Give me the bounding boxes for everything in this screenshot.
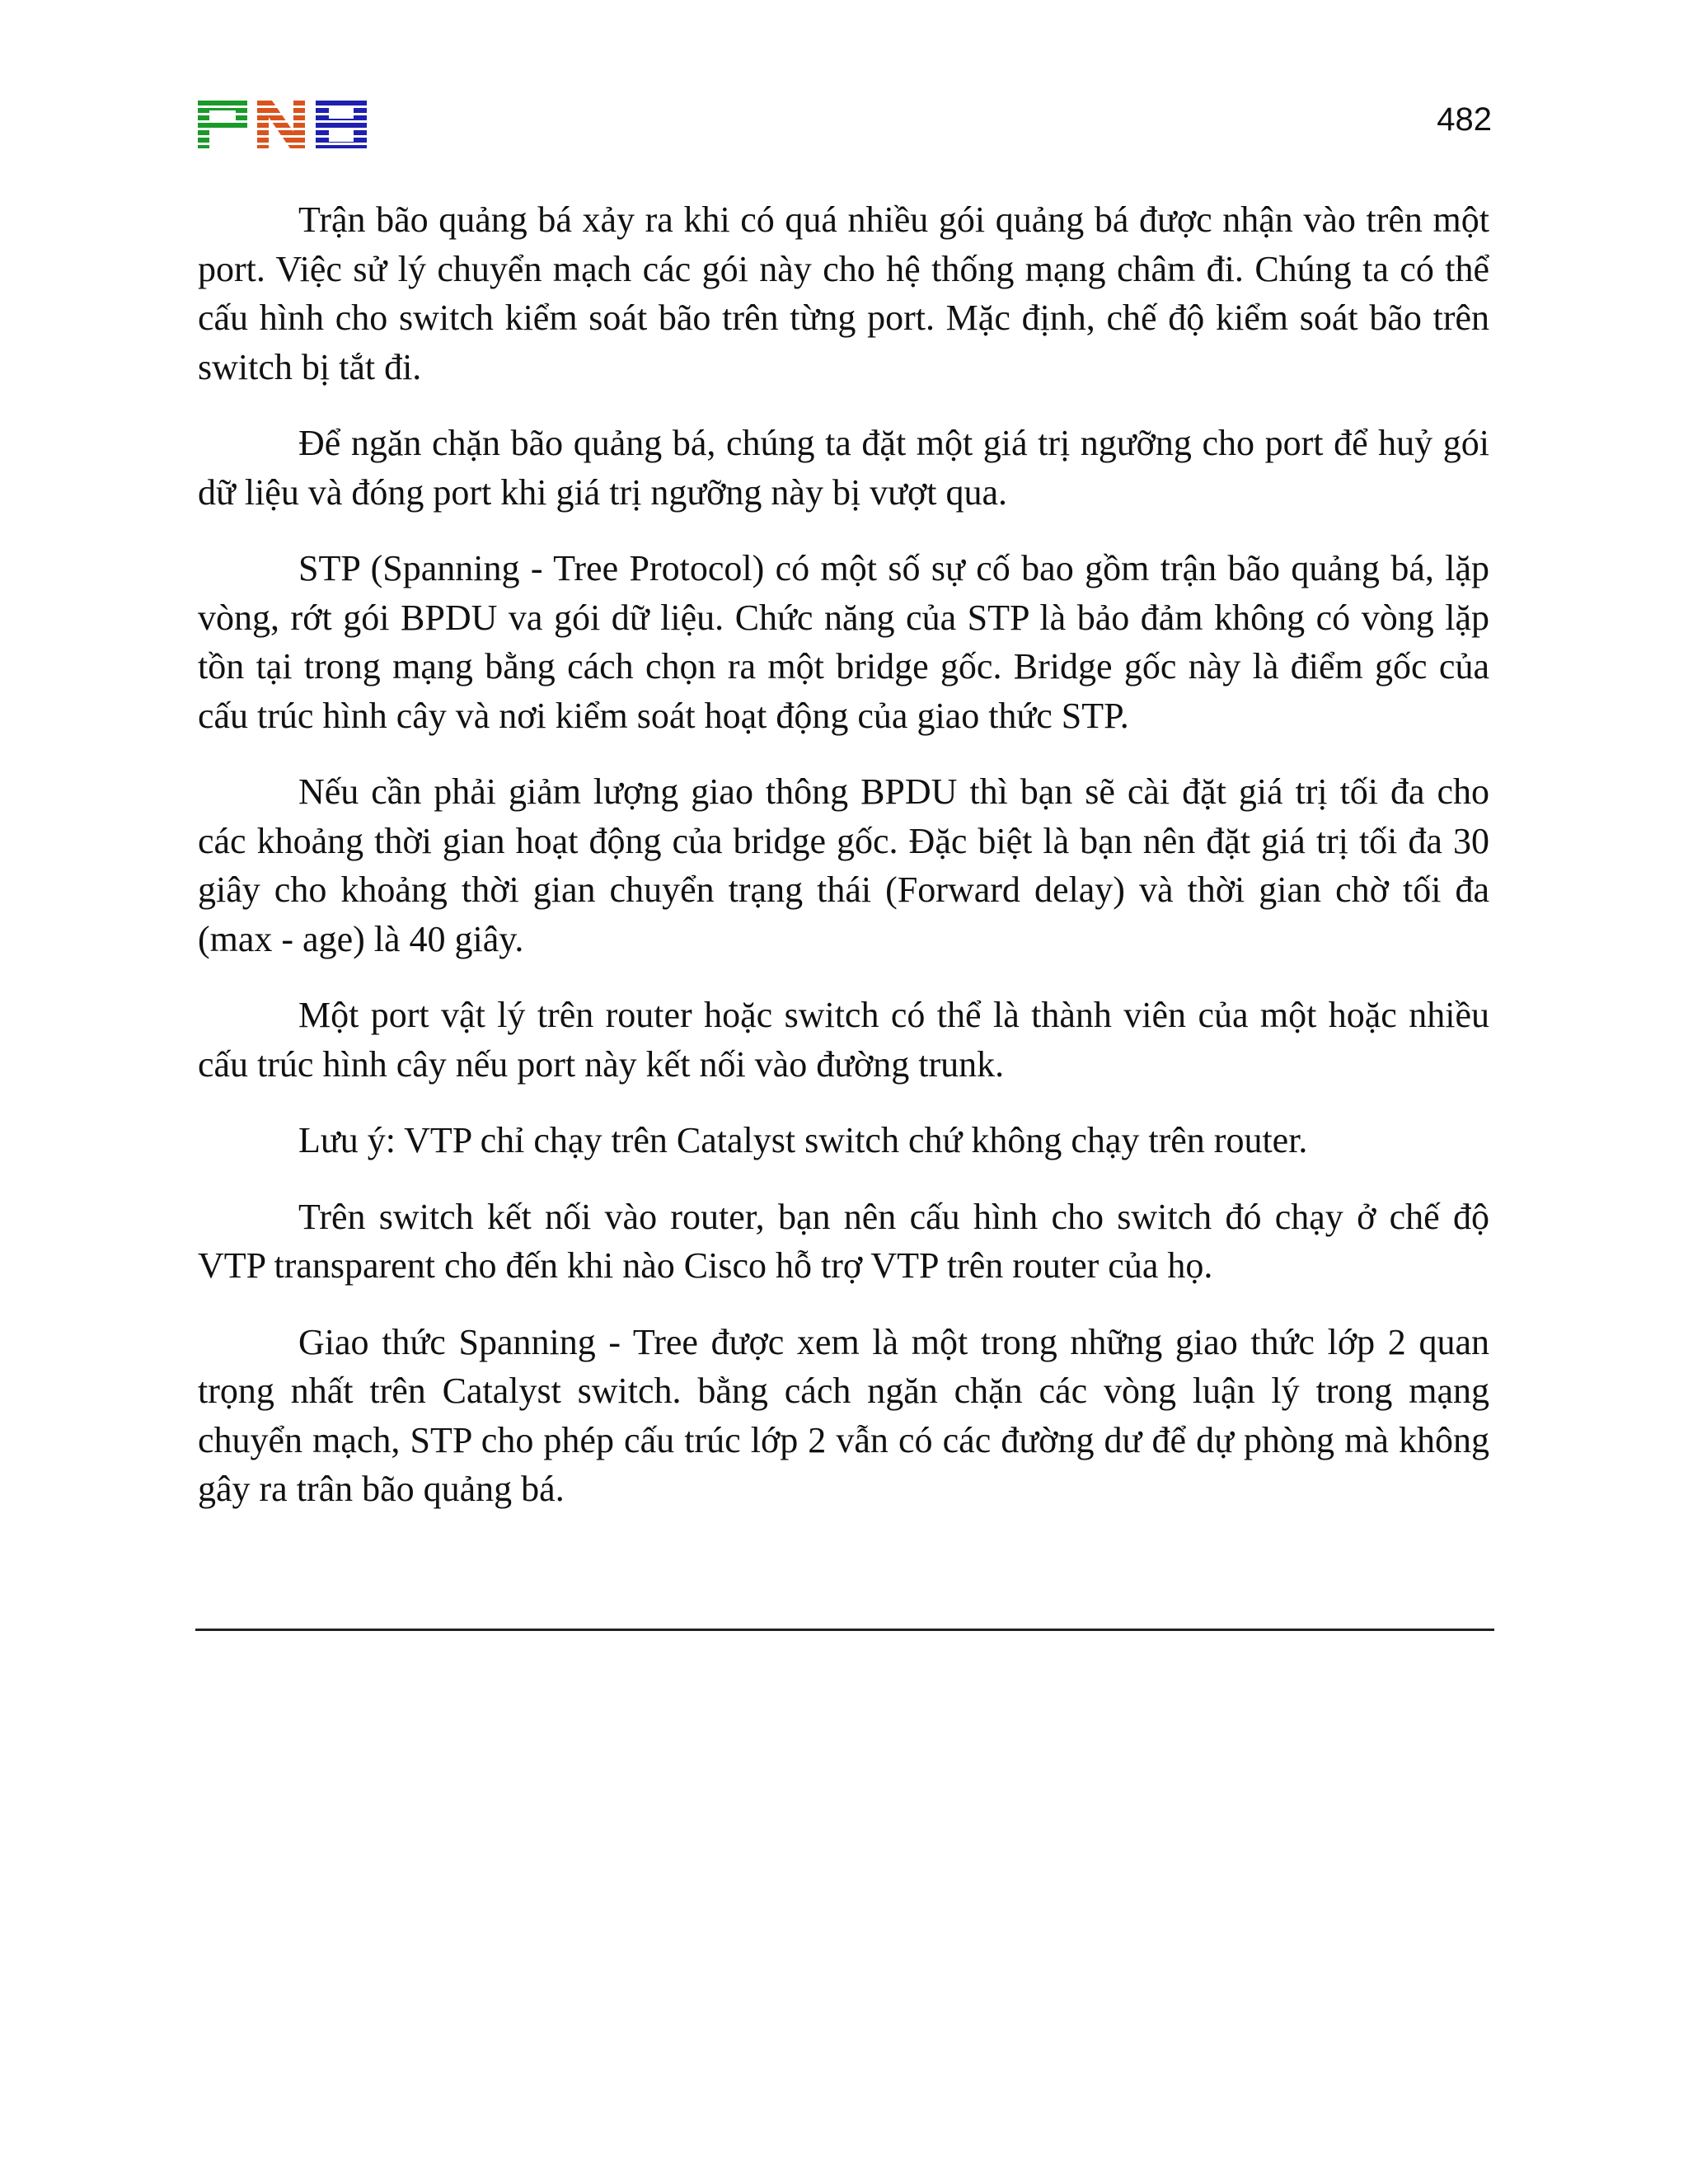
paragraph-broadcast-storm: Trận bão quảng bá xảy ra khi có quá nhiều gói quảng bá được nhận vào trên một port. Việc sử lý chuyển mạch các gói này cho hệ thống mạng châm đi. Chúng ta có thể cấu hình cho switch kiểm soát bão trên từng port. Mặc định, chế độ kiểm soát bão trên switch bị tắt đi. (198, 199, 1489, 387)
paragraph-vtp-transparent: Trên switch kết nối vào router, bạn nên cấu hình cho switch đó chạy ở chế độ VTP transparent cho đến khi nào Cisco hỗ trợ VTP trên router của họ. (198, 1196, 1489, 1286)
paragraph-vtp-note: Lưu ý: VTP chỉ chạy trên Catalyst switch chứ không chạy trên router. (298, 1120, 1308, 1160)
pnh-logo (198, 101, 367, 148)
paragraph-spanning-tree-importance: Giao thức Spanning - Tree được xem là một trong những giao thức lớp 2 quan trọng nhất trên Catalyst switch. bằng cách ngăn chặn các vòng luận lý trong mạng chuyển mạch, STP cho phép cấu trúc lớp 2 vẫn có các đường dư để dự phòng mà không gây ra trân bão quảng bá. (198, 1321, 1489, 1509)
paragraph-bpdu-timers: Nếu cần phải giảm lượng giao thông BPDU thì bạn sẽ cài đặt giá trị tối đa cho các khoảng thời gian hoạt động của bridge gốc. Đặc biệt là bạn nên đặt giá trị tối đa 30 giây cho khoảng thời gian chuyển trạng thái (Forward delay) và thời gian chờ tối đa (max - age) là 40 giây. (198, 771, 1489, 959)
paragraph-storm-threshold: Để ngăn chặn bão quảng bá, chúng ta đặt một giá trị ngưỡng cho port để huỷ gói dữ liệu và đóng port khi giá trị ngưỡng này bị vượt qua. (198, 423, 1489, 513)
paragraph-physical-port: Một port vật lý trên router hoặc switch có thể là thành viên của một hoặc nhiều cấu trúc hình cây nếu port này kết nối vào đường trunk. (198, 995, 1489, 1085)
paragraph-stp-overview: STP (Spanning - Tree Protocol) có một số sự cố bao gồm trận bão quảng bá, lặp vòng, rớt gói BPDU va gói dữ liệu. Chức năng của STP là bảo đảm không có vòng lặp tồn tại trong mạng bằng cách chọn ra một bridge gốc. Bridge gốc này là điểm gốc của cấu trúc hình cây và nơi kiểm soát hoạt động của giao thức STP. (198, 548, 1489, 736)
footer-divider (195, 1629, 1494, 1631)
body-text (198, 195, 1489, 1541)
page-number: 482 (1437, 101, 1492, 138)
